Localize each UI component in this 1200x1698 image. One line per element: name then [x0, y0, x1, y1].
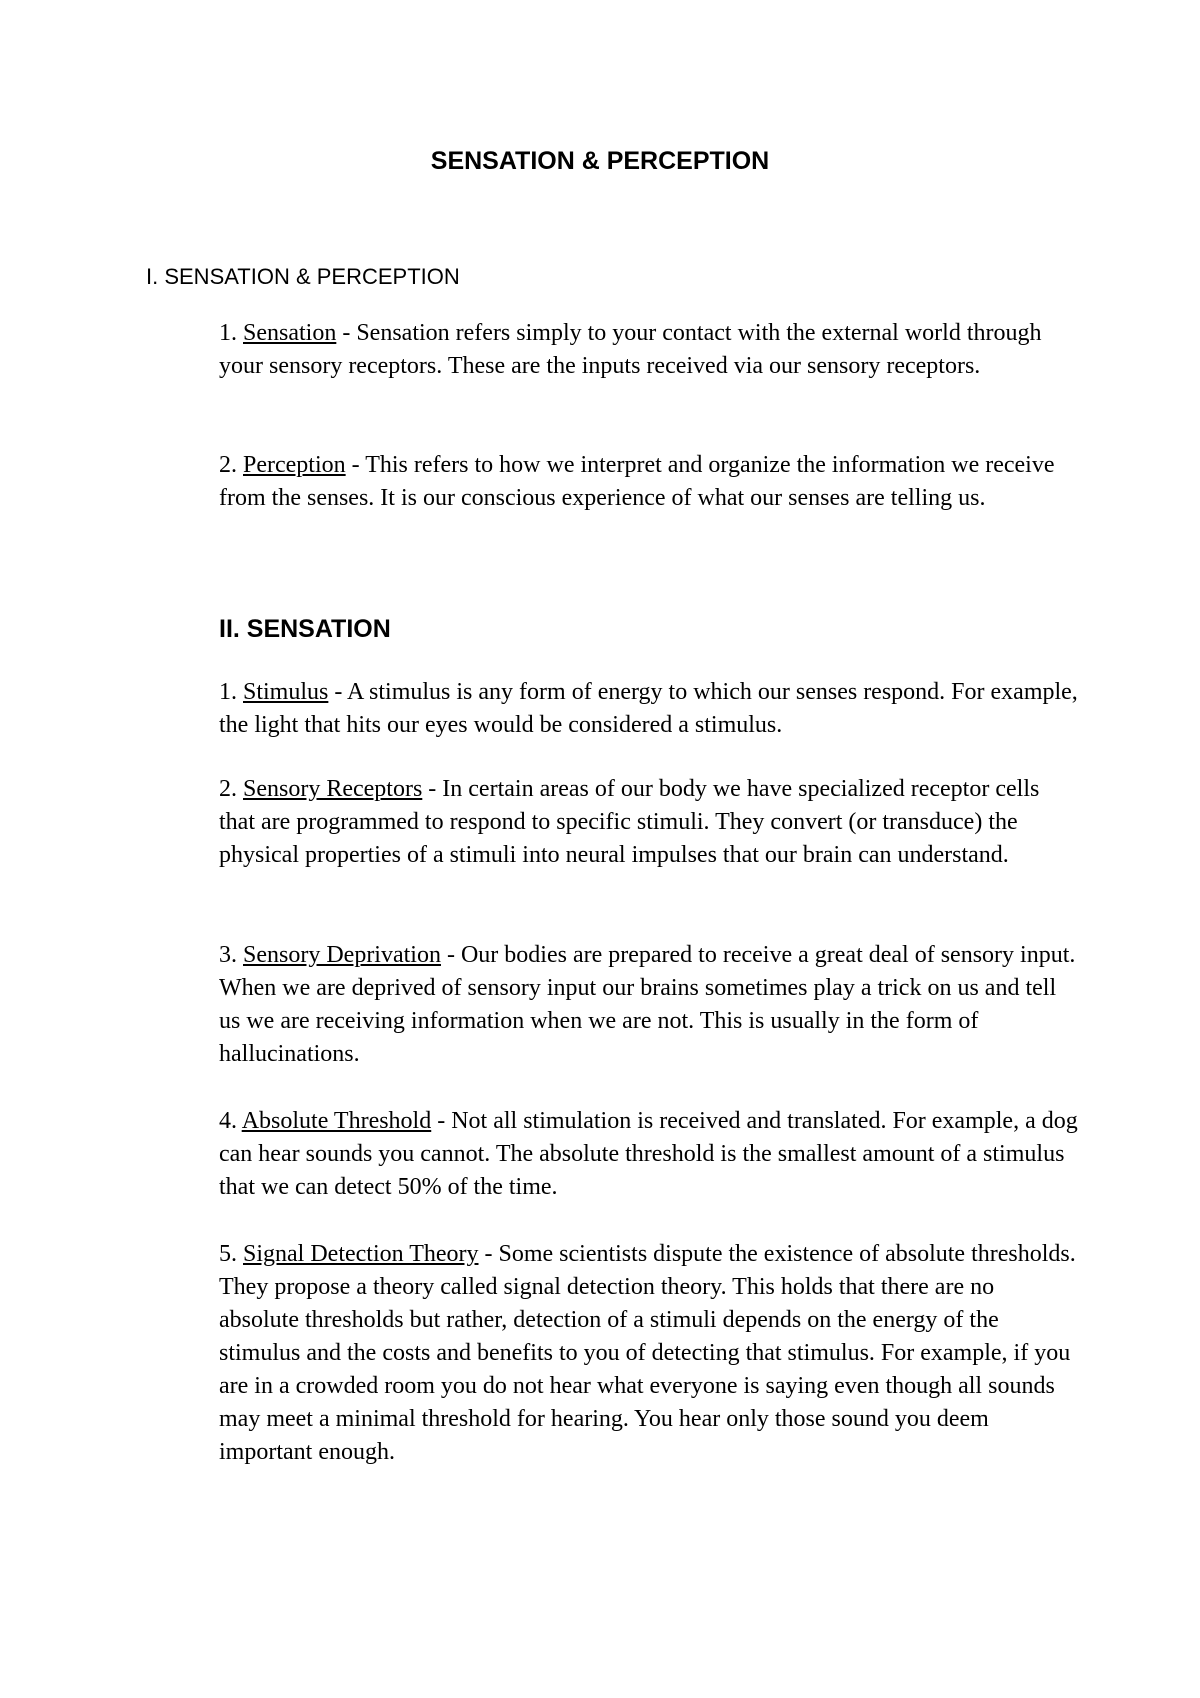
definition-text: - Our bodies are prepared to receive a great deal of sensory input. When we are deprived of sensory input our brains sometimes play a trick on us and tell us we are receiving information when we are not. This is usually in the form of hallucinations.	[219, 942, 1076, 1067]
item-number: 5.	[219, 1241, 243, 1267]
term-signal-detection-theory: Signal Detection Theory	[243, 1241, 479, 1267]
section-heading-sensation-perception: I. SENSATION & PERCEPTION	[146, 264, 460, 289]
term-absolute-threshold: Absolute Threshold	[241, 1108, 432, 1134]
term-sensory-deprivation: Sensory Deprivation	[243, 942, 441, 968]
section-heading-sensation: II. SENSATION	[219, 615, 391, 643]
definition-text: - Some scientists dispute the existence of absolute thresholds. They propose a theory called signal detection theory. This holds that there are no absolute thresholds but rather, detection of a stimuli depends on the energy of the stimulus and the costs and benefits to you of detecting that stimulus. For example, if you are in a crowded room you do not hear what everyone is saying even though all sounds may meet a minimal threshold for hearing. You hear only those sound you deem important enough.	[219, 1241, 1076, 1465]
definition-text: - Not all stimulation is received and translated. For example, a dog can hear sounds you cannot. The absolute threshold is the smallest amount of a stimulus that we can detect 50% of the time.	[219, 1108, 1078, 1200]
definition-perception	[219, 449, 1079, 515]
item-number: 3.	[219, 942, 243, 968]
definition-absolute-threshold	[219, 1105, 1079, 1204]
definition-sensory-deprivation	[219, 939, 1079, 1071]
item-number: 1.	[219, 679, 243, 705]
definition-sensory-receptors	[219, 773, 1079, 872]
item-number: 2.	[219, 452, 243, 478]
definition-text: - A stimulus is any form of energy to which our senses respond. For example, the light that hits our eyes would be considered a stimulus.	[219, 679, 1078, 738]
definition-signal-detection-theory	[219, 1238, 1079, 1469]
page-title: SENSATION & PERCEPTION	[430, 147, 770, 175]
term-sensation: Sensation	[243, 320, 337, 346]
term-perception: Perception	[243, 452, 346, 478]
definition-text: - Sensation refers simply to your contact with the external world through your sensory receptors. These are the inputs received via our sensory receptors.	[219, 320, 1042, 379]
item-number: 1.	[219, 320, 243, 346]
definition-text: - This refers to how we interpret and organize the information we receive from the senses. It is our conscious experience of what our senses are telling us.	[219, 452, 1055, 511]
term-stimulus: Stimulus	[243, 679, 329, 705]
definition-sensation	[219, 317, 1079, 383]
definition-text: - In certain areas of our body we have specialized receptor cells that are programmed to respond to specific stimuli. They convert (or transduce) the physical properties of a stimuli into neural impulses that our brain can understand.	[219, 776, 1040, 868]
term-sensory-receptors: Sensory Receptors	[243, 776, 423, 802]
item-number: 4.	[219, 1108, 242, 1134]
definition-stimulus	[219, 676, 1079, 742]
item-number: 2.	[219, 776, 243, 802]
